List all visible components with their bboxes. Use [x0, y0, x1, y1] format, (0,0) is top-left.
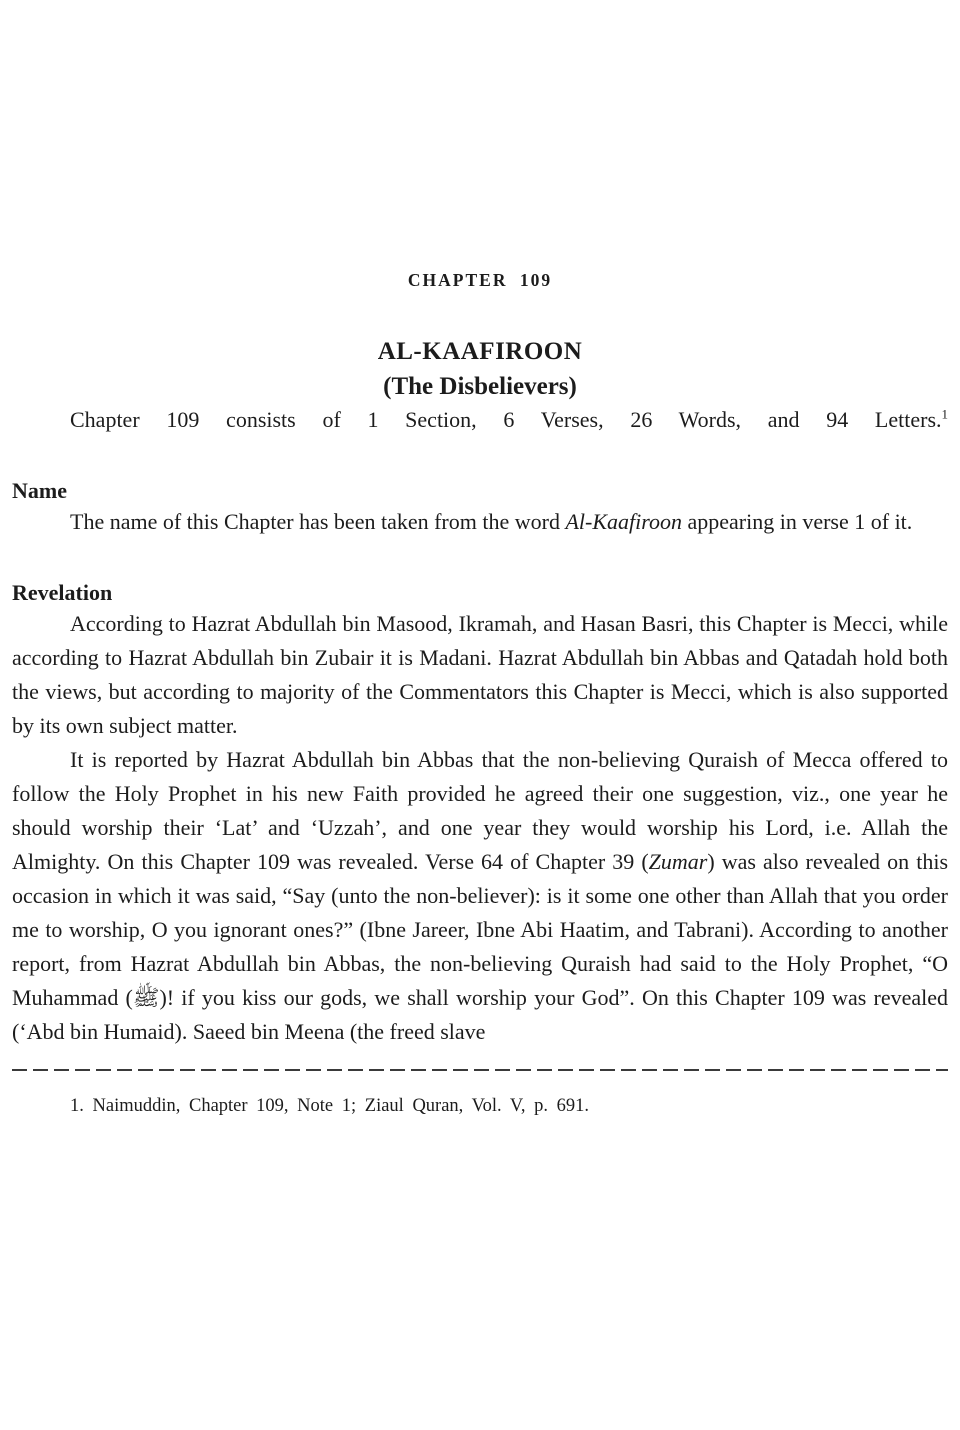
intro-paragraph — [12, 403, 948, 437]
chapter-label: CHAPTER 109 — [407, 270, 553, 290]
chapter-subtitle: (The Disbelievers) — [383, 373, 577, 400]
section-heading-name: Name — [12, 478, 67, 503]
footnote-text: 1. Naimuddin, Chapter 109, Note 1; Ziaul Quran, Vol. V, p. 691. — [70, 1096, 589, 1116]
name-paragraph-text: The name of this Chapter has been taken from the word — [70, 509, 566, 534]
footnote-reference: 1 — [941, 406, 948, 422]
revelation-paragraph-1: According to Hazrat Abdullah bin Masood, Ikramah, and Hasan Basri, this Chapter is Mecci, while according to Hazrat Abdullah bin Zubair it is Madani. Hazrat Abdullah bin Abbas and Qatadah hold both the views, but according to majority of the Commentators this Chapter is Mecci, which is also supported by its own subject matter. — [12, 611, 948, 738]
section-heading-revelation: Revelation — [12, 580, 113, 605]
revelation-paragraph-2-mid: ) was also revealed on this occasion in which it was said, “Say (unto the non-believer): is it some one other than Allah that you order me to worship, O you ignorant ones?” (Ibne Jareer, Ibne Abi Haatim, and Tabrani). According to another report, from Hazrat Abdullah bin Abbas, the non-believing Quraish had said to the Holy Prophet, “O Muhammad ( — [12, 849, 949, 1010]
revelation-paragraph-2-end: )! if you kiss our gods, we shall worship your God”. On this Chapter 109 was revealed (‘Abd bin Humaid). Saeed bin Meena (the freed slave — [12, 985, 948, 1044]
italic-zumar: Zumar — [648, 849, 708, 874]
name-paragraph-text-end: appearing in verse 1 of it. — [681, 509, 913, 534]
intro-text: Chapter 109 consists of 1 Section, 6 Verses, 26 Words, and 94 Letters. — [70, 407, 942, 432]
name-paragraph — [12, 505, 948, 539]
pbuh-symbol: ﷺ — [132, 985, 160, 1010]
chapter-title: AL-KAAFIROON — [377, 338, 583, 365]
italic-chapter-word: Al-Kaafiroon — [565, 509, 682, 534]
revelation-paragraph-2-text: It is reported by Hazrat Abdullah bin Abbas that the non-believing Quraish of Mecca offered to follow the Holy Prophet in his new Faith provided he agreed their one suggestion, viz., one year he should worship their ‘Lat’ and ‘Uzzah’, and one year they would worship his Lord, i.e. Allah the Almighty. On this Chapter 109 was revealed. Verse 64 of Chapter 39 ( — [12, 747, 948, 874]
footnote-rule — [12, 1069, 948, 1071]
revelation-paragraph-2 — [12, 743, 948, 1049]
